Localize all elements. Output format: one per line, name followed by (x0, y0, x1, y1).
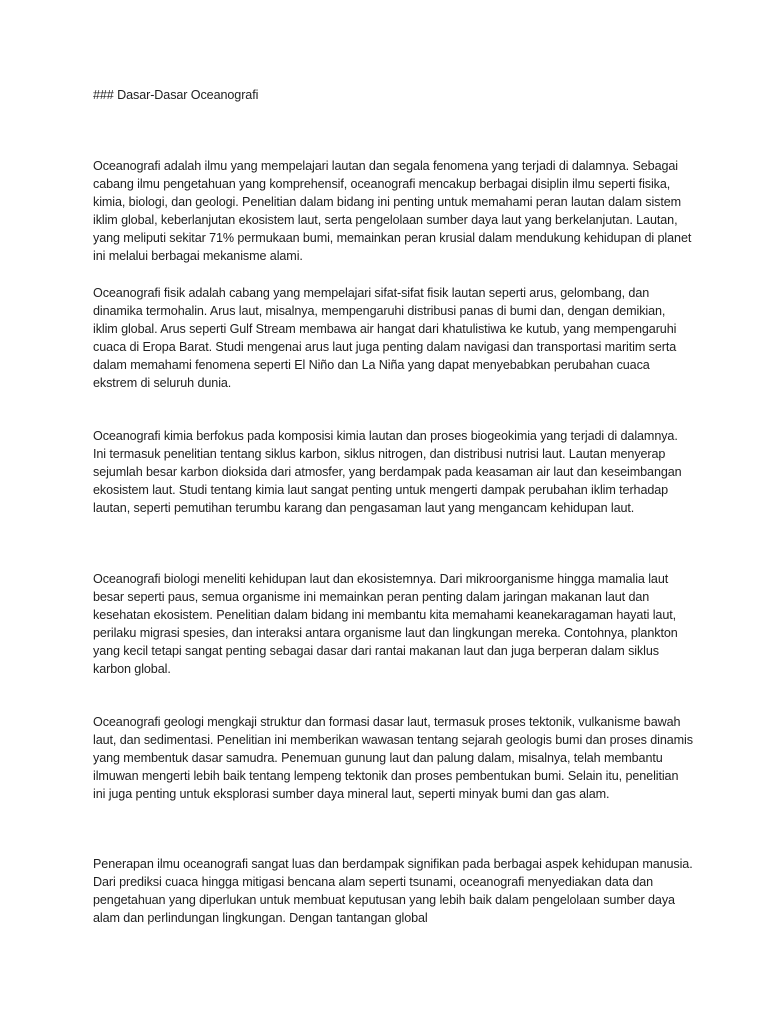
paragraph-chemical-oceanography: Oceanografi kimia berfokus pada komposisi kimia lautan dan proses biogeokimia yang terjadi di dalamnya. Ini termasuk penelitian tentang siklus karbon, siklus nitrogen, dan distribusi nutrisi laut. Lautan menyerap sejumlah besar karbon dioksida dari atmosfer, yang berdampak pada keasaman air laut dan keseimbangan ekosistem laut. Studi tentang kimia laut sangat penting untuk mengerti dampak perubahan iklim terhadap lautan, seperti pemutihan terumbu karang dan pengasaman laut yang mengancam kehidupan laut. (93, 429, 682, 515)
paragraph-physical-oceanography: Oceanografi fisik adalah cabang yang mempelajari sifat-sifat fisik lautan seperti arus, gelombang, dan dinamika termohalin. Arus laut, misalnya, mempengaruhi distribusi panas di bumi dan, dengan demikian, iklim global. Arus seperti Gulf Stream membawa air hangat dari khatulistiwa ke kutub, yang mempengaruhi cuaca di Eropa Barat. Studi mengenai arus laut juga penting dalam navigasi dan transportasi maritim serta dalam memahami fenomena seperti El Niño dan La Niña yang dapat menyebabkan perubahan cuaca ekstrem di seluruh dunia. (93, 286, 677, 390)
paragraph-applications: Penerapan ilmu oceanografi sangat luas dan berdampak signifikan pada berbagai aspek kehidupan manusia. Dari prediksi cuaca hingga mitigasi bencana alam seperti tsunami, oceanografi menyediakan data dan pengetahuan yang diperlukan untuk membuat keputusan yang lebih baik dalam pengelolaan sumber daya alam dan perlindungan lingkungan. Dengan tantangan global (93, 857, 693, 925)
document-heading: ### Dasar-Dasar Oceanografi (93, 88, 259, 102)
paragraph-geological-oceanography: Oceanografi geologi mengkaji struktur dan formasi dasar laut, termasuk proses tektonik, vulkanisme bawah laut, dan sedimentasi. Penelitian ini memberikan wawasan tentang sejarah geologis bumi dan proses dinamis yang membentuk dasar samudra. Penemuan gunung laut dan palung dalam, misalnya, telah membantu ilmuwan mengerti lebih baik tentang lempeng tektonik dan proses pembentukan bumi. Selain itu, penelitian ini juga penting untuk eksplorasi sumber daya mineral laut, seperti minyak bumi dan gas alam. (93, 715, 693, 801)
paragraph-biological-oceanography: Oceanografi biologi meneliti kehidupan laut dan ekosistemnya. Dari mikroorganisme hingga mamalia laut besar seperti paus, semua organisme ini memainkan peran penting dalam jaringan makanan laut dan kesehatan ekosistem. Penelitian dalam bidang ini membantu kita memahami keanekaragaman hayati laut, perilaku migrasi spesies, dan interaksi antara organisme laut dan lingkungan mereka. Contohnya, plankton yang kecil tetapi sangat penting sebagai dasar dari rantai makanan laut dan juga berperan dalam siklus karbon global. (93, 572, 678, 676)
paragraph-introduction: Oceanografi adalah ilmu yang mempelajari lautan dan segala fenomena yang terjadi di dalamnya. Sebagai cabang ilmu pengetahuan yang komprehensif, oceanografi mencakup berbagai disiplin ilmu seperti fisika, kimia, biologi, dan geologi. Penelitian dalam bidang ini penting untuk memahami peran lautan dalam sistem iklim global, keberlanjutan ekosistem laut, serta pengelolaan sumber daya laut yang berkelanjutan. Lautan, yang meliputi sekitar 71% permukaan bumi, memainkan peran krusial dalam mendukung kehidupan di planet ini melalui berbagai mekanisme alami. (93, 159, 692, 263)
